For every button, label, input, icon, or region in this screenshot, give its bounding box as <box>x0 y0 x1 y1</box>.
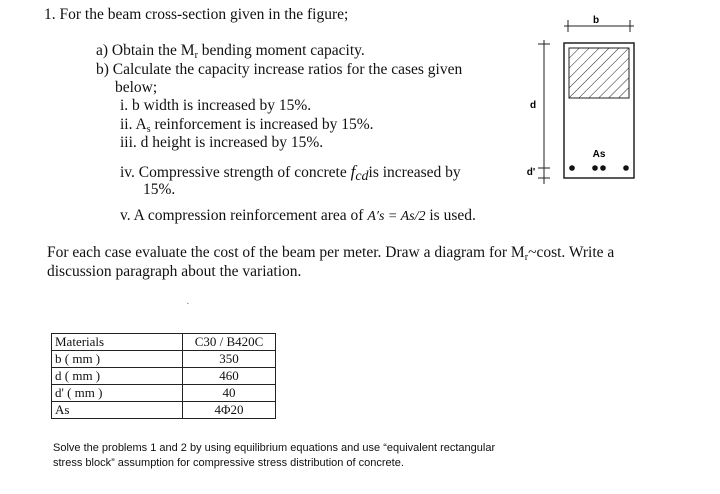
case-iii: iii. d height is increased by 15%. <box>120 134 324 151</box>
case-ii-text: ii. A <box>120 116 147 133</box>
rebar-2 <box>592 165 598 171</box>
table-row <box>52 351 276 368</box>
beam-section-figure <box>520 8 720 208</box>
case-iv-tail: is increased by <box>368 164 461 181</box>
fcd-symbol: f <box>350 162 356 181</box>
case-ii <box>120 116 374 135</box>
case-iv-line2: 15%. <box>143 181 176 198</box>
problem-heading: 1. For the beam cross-section given in the figure; <box>44 6 349 23</box>
notes-line2: stress block” assumption for compressive stress distribution of concrete. <box>53 457 404 469</box>
row-name: d' ( mm ) <box>52 385 183 402</box>
part-a <box>96 42 365 61</box>
table-row <box>52 368 276 385</box>
header-material-grade: C30 / B420C <box>183 334 276 351</box>
compression-zone-hatch <box>569 48 629 98</box>
table-row <box>52 385 276 402</box>
evaluate-line2: discussion paragraph about the variation. <box>47 263 302 280</box>
case-v <box>120 207 476 225</box>
label-dprime: d' <box>526 167 536 178</box>
fcd-subscript: cd <box>355 169 369 184</box>
evaluate-subscript: r <box>524 252 529 263</box>
materials-table <box>51 333 276 419</box>
evaluate-tail: ~cost. Write a <box>528 244 615 261</box>
rebar-4 <box>623 165 629 171</box>
rebar-1 <box>569 165 575 171</box>
table-header-row <box>52 334 276 351</box>
depth-dimension <box>538 40 550 168</box>
case-iv-text: iv. Compressive strength of concrete <box>120 164 351 181</box>
case-ii-subscript: s <box>146 124 151 135</box>
header-materials: Materials <box>52 334 183 351</box>
case-v-text: v. A compression reinforcement area of <box>120 207 368 224</box>
label-As: As <box>592 149 606 160</box>
row-name: d ( mm ) <box>52 368 183 385</box>
rebar-3 <box>600 165 606 171</box>
evaluate-line1 <box>47 244 614 263</box>
row-value: 350 <box>183 351 276 368</box>
row-name: b ( mm ) <box>52 351 183 368</box>
row-value: 40 <box>183 385 276 402</box>
cover-dimension <box>538 168 550 184</box>
row-name: As <box>52 402 183 419</box>
case-ii-tail: reinforcement is increased by 15%. <box>150 116 374 133</box>
part-a-subscript: r <box>194 50 198 61</box>
part-b-line2: below; <box>115 79 158 96</box>
row-value: 4Φ20 <box>183 402 276 419</box>
label-b: b <box>592 15 600 26</box>
part-b-line1: b) Calculate the capacity increase ratios for the cases given <box>96 61 463 78</box>
case-v-tail: is used. <box>425 207 476 224</box>
part-a-text: a) Obtain the M <box>96 42 195 59</box>
case-i: i. b width is increased by 15%. <box>120 97 312 114</box>
row-value: 460 <box>183 368 276 385</box>
label-d: d <box>529 100 537 111</box>
table-row <box>52 402 276 419</box>
stray-mark: · <box>186 298 190 310</box>
part-a-tail: bending moment capacity. <box>197 42 365 59</box>
compression-area-formula: A′s = As/2 <box>367 209 426 224</box>
evaluate-text: For each case evaluate the cost of the beam per meter. Draw a diagram for M <box>47 244 525 261</box>
notes-line1: Solve the problems 1 and 2 by using equilibrium equations and use “equivalent rectangular <box>53 442 496 454</box>
